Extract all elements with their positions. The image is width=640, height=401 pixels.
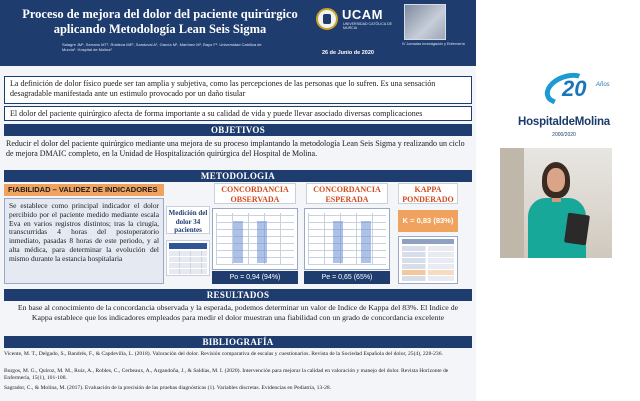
kappa-table-image — [398, 236, 458, 284]
reference-2: Burgos, M. G., Quiroz, M. M., Ruiz, A., Robles, C., Cerbeaux, A., Argandoña, J., & Saldías, M. I. (2020). Intervención para mejorar la calidad en valoración y manejo del dolor. Revista Horizonte de Enfermería, 15(1), 101-108. — [4, 368, 449, 381]
logo-anniversary: 20 — [562, 76, 587, 101]
intro-impact: El dolor del paciente quirúrgico afecta de forma importante a su calidad de vida y puede llevar asociado diversas complicaciones — [4, 106, 472, 121]
nurse-photo — [500, 148, 612, 258]
event-name: IV Jornadas Investigación y Enfermería — [402, 42, 465, 46]
poster-title: Proceso de mejora del dolor del paciente quirúrgico aplicando Metodología Lean Seis Sigma — [22, 7, 298, 36]
university-name: UCAM — [342, 7, 383, 22]
concordancia-observada-title: CONCORDANCIA OBSERVADA — [214, 183, 296, 204]
medicion-label: Medición del dolor 34 pacientes — [166, 206, 210, 234]
reference-3: Sagrador, C., & Molina, M. (2017). Evaluación de la precisión de las pruebas diagnósticas (1). Variables discretas. Evidencias en Pediatría, 13-28. — [4, 385, 332, 391]
kappa-title: KAPPA PONDERADO — [398, 183, 458, 204]
esperada-table-image — [304, 208, 390, 270]
university-subtitle: UNIVERSIDAD CATÓLICA DE MURCIA — [343, 22, 393, 31]
header-photo — [404, 4, 446, 40]
section-heading-objetivos: OBJETIVOS — [4, 124, 472, 136]
logo-anos: Años — [596, 82, 610, 88]
section-heading-resultados: RESULTADOS — [4, 289, 472, 301]
reference-1: Vicente, M. T., Delgado, S., Bandrés, F., & Capdevilla, L. (2018). Valoración del dolor. Revisión comparativa de escalas y cuestionarios. Revista de la Sociedad Española del dolor, 25(4), 228-236. — [4, 351, 443, 357]
poster-authors: Salagre JM¹, Serrano MT¹, Robleza ME¹, Sandoval A¹, García M¹, Martínez M¹, Bayo F¹. Universidad Católica de Murcia¹. Hospital de Molina¹ — [62, 42, 262, 52]
hospital-molina-logo — [500, 74, 628, 144]
po-value: Po = 0,94 (94%) — [212, 271, 298, 284]
logo-years: 2000/2020 — [552, 132, 576, 138]
fiabilidad-label: FIABILIDAD – VALIDEZ DE INDICADORES — [4, 184, 164, 196]
resultados-text: En base al conocimiento de la concordancia observada y la esperada, podemos determinar un valor de Indice de Kappa del 83%. El Indice de Kappa establece que los indicadores empleados para medir el dolor muestran una fiabilidad con un grado de concordancia excelente — [17, 303, 459, 322]
logo-hospital-name: HospitaldeMolina — [517, 116, 610, 128]
poster-date: 26 de Junio de 2020 — [322, 50, 374, 56]
kappa-value: K = 0,83 (83%) — [398, 210, 458, 232]
pe-value: Pe = 0,65 (65%) — [304, 271, 390, 284]
observada-table-image — [212, 208, 298, 270]
section-heading-metodologia: METODOLOGIA — [4, 170, 472, 182]
ucam-seal-icon — [316, 8, 338, 30]
fiabilidad-text: Se establece como principal indicador el dolor percibido por el paciente medido mediante escala Eva en varios registros distintos; tras la cirugía, transcurridas 4 horas del postoperatorio inmediato, pasadas 8 horas de este periodo, y al alta médica, para determinar la evolución del mismo durante la estancia hospitalaria — [4, 198, 164, 284]
objetivos-text: Reducir el dolor del paciente quirúrgico mediante una mejora de su proceso implantando la metodología Lean Seis Sigma y realizando un ciclo de mejora DMAIC completo, en la Unidad de Hospitalización quirúrgica del Hospital de Molina. — [6, 139, 465, 158]
intro-definition: La definición de dolor físico puede ser tan amplia y subjetiva, como las percepciones de las personas que lo sufren. Es una sensación desagradable manifestada ante un estimulo provocado por un daño tisular — [4, 76, 472, 104]
concordancia-esperada-title: CONCORDANCIA ESPERADA — [306, 183, 388, 204]
poster-header — [0, 0, 476, 66]
section-heading-bibliografia: BIBLIOGRAFÍA — [4, 336, 472, 348]
medicion-table-image — [166, 240, 210, 276]
